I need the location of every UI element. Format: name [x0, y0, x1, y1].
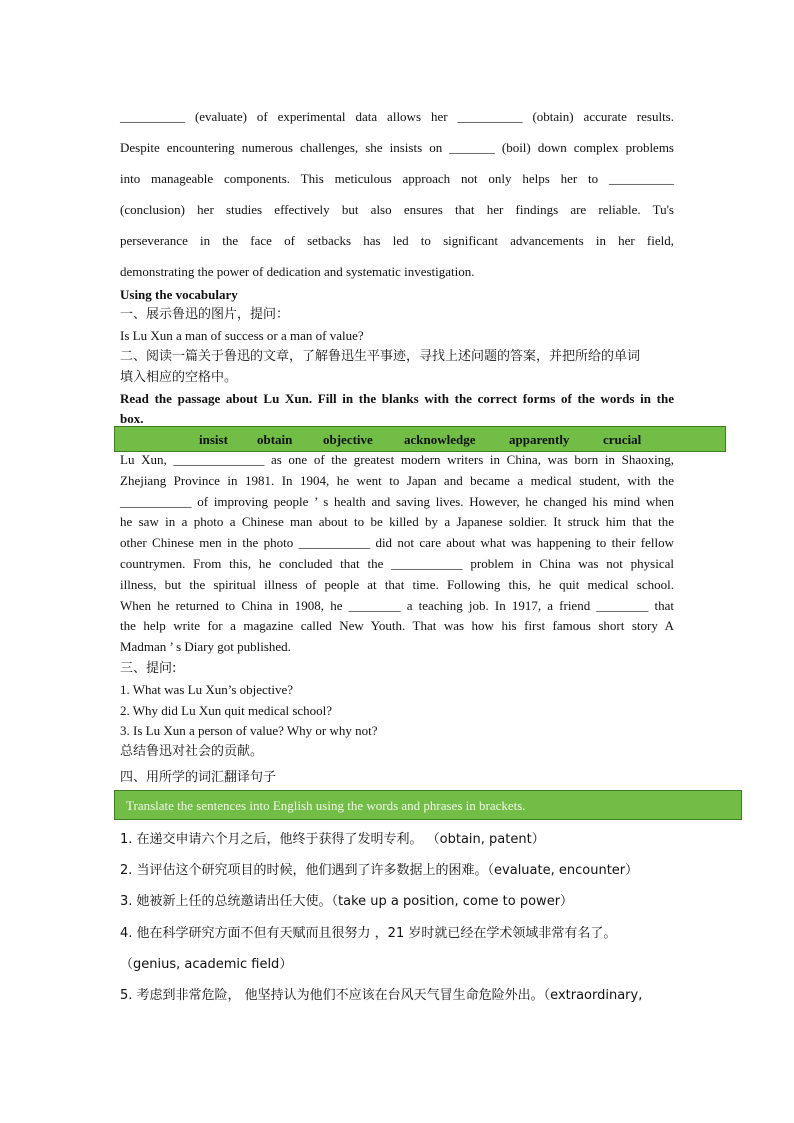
- intro-line: (conclusion) her studies effectively but also ensures that her findings are reliable. Tu's: [120, 202, 674, 217]
- passage-line: countrymen. From this, he concluded that the ___________ problem in China was not physical: [120, 555, 674, 571]
- step-two-line: 填入相应的空格中。: [120, 370, 238, 385]
- step-four: 四、用所学的词汇翻译句子: [120, 770, 277, 785]
- instruction-line: box.: [120, 411, 144, 426]
- question-item: 1. What was Lu Xun’s objective?: [120, 682, 294, 697]
- main-question: Is Lu Xun a man of success or a man of value?: [120, 328, 364, 343]
- intro-line: Despite encountering numerous challenges, she insists on _______ (boil) down complex problems: [120, 140, 674, 155]
- intro-line: demonstrating the power of dedication and systematic investigation.: [120, 264, 475, 279]
- passage-line: illness, but the spiritual illness of people at that time. Following this, he quit medical school.: [120, 576, 674, 592]
- intro-paragraph: [120, 101, 674, 287]
- passage-line: Zhejiang Province in 1981. In 1904, he went to Japan and became a medical student, with the: [120, 472, 674, 488]
- question-item: 2. Why did Lu Xun quit medical school?: [120, 703, 333, 718]
- summary-prompt: 总结鲁迅对社会的贡献。: [120, 744, 264, 759]
- word-item: obtain: [257, 432, 293, 447]
- passage-line: Lu Xun, ______________ as one of the greatest modern writers in China, was born in Shaoxing,: [120, 452, 674, 467]
- passage-line: Madman ’ s Diary got published.: [120, 639, 291, 655]
- intro-line: __________ (evaluate) of experimental data allows her __________ (obtain) accurate results.: [120, 109, 674, 124]
- step-one: 一、展示鲁迅的图片，提问：: [120, 307, 290, 322]
- intro-line: perseverance in the face of setbacks has led to significant advancements in her field,: [120, 233, 674, 248]
- word-box: [114, 426, 726, 452]
- question-item: 3. Is Lu Xun a person of value? Why or why not?: [120, 723, 378, 738]
- translate-instruction: Translate the sentences into English using the words and phrases in brackets.: [126, 798, 526, 813]
- lu-xun-passage: [120, 450, 674, 658]
- section-heading: Using the vocabulary: [120, 287, 238, 302]
- translation-item: 2. 当评估这个研究项目的时候，他们遇到了许多数据上的困难。（evaluate, encounter）: [120, 863, 639, 878]
- word-item: apparently: [509, 432, 570, 447]
- translate-instruction-box: [114, 790, 742, 820]
- instruction-line: Read the passage about Lu Xun. Fill in the blanks with the correct forms of the words in the: [120, 391, 674, 406]
- translation-item: （genius, academic field）: [120, 957, 293, 972]
- word-item: crucial: [603, 432, 642, 447]
- word-item: insist: [199, 432, 228, 447]
- passage-line: the help write for a magazine called New Youth. That was how his first famous short story A: [120, 618, 674, 634]
- translation-item: 1. 在递交申请六个月之后，他终于获得了发明专利。 （obtain, patent）: [120, 832, 545, 847]
- word-item: objective: [323, 432, 373, 447]
- passage-line: other Chinese men in the photo ___________ did not care about what was happening to their fellow: [120, 535, 674, 551]
- translation-item: 5. 考虑到非常危险， 他坚持认为他们不应该在台风天气冒生命危险外出。（extraordinary,: [120, 988, 643, 1003]
- step-three: 三、提问:: [120, 661, 177, 676]
- translation-item: 4. 他在科学研究方面不但有天赋而且很努力 ，21 岁时就已经在学术领域非常有名了。: [120, 926, 617, 941]
- translation-item: 3. 她被新上任的总统邀请出任大使。（take up a position, come to power）: [120, 894, 574, 909]
- passage-line: ___________ of improving people ’ s health and saving lives. However, he changed his mind when: [120, 493, 674, 509]
- word-item: acknowledge: [404, 432, 476, 447]
- passage-line: he saw in a photo a Chinese man about to be killed by a Japanese soldier. It struck him that the: [120, 514, 674, 530]
- step-two-line: 二、阅读一篇关于鲁迅的文章，了解鲁迅生平事迹，寻找上述问题的答案，并把所给的单词: [120, 349, 641, 364]
- intro-line: into manageable components. This meticulous approach not only helps her to __________: [120, 171, 674, 186]
- passage-line: When he returned to China in 1908, he ________ a teaching job. In 1917, a friend ________ that: [120, 597, 674, 613]
